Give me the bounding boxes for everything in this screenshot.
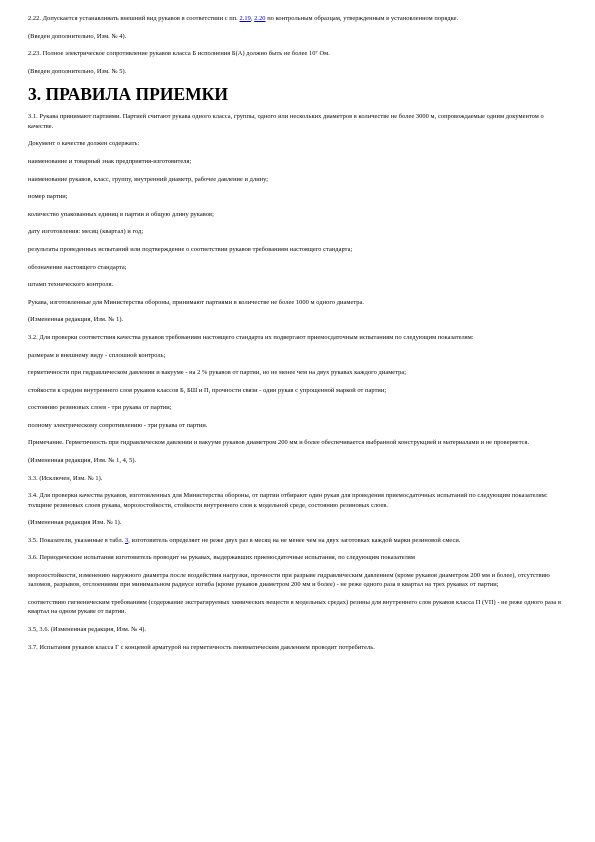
paragraph-2-23: 2.23. Полное электрическое сопротивление рукавов класса Б исполнения Б(А) должно быть не более 10⁷ Ом. [28,50,330,58]
doc-item: количество упакованных единиц в партии и общую длину рукавов; [28,210,214,218]
doc-item: дату изготовления: месяц (квартал) и год; [28,228,144,236]
paragraph-3-6: 3.6. Периодические испытания изготовитель проводит на рукавах, выдержавших приемосдаточные испытания, по следующим показателям [28,554,415,562]
remark-3-2: Примечание. Герметичность при гидравлическом давлении и вакууме рукавов диаметром 200 мм и более обеспечивается выбранной конструкцией и материалами и не проверяется. [28,439,530,447]
doc-requirements-intro: Документ о качестве должен содержать: [28,140,140,148]
periodic-test-item: морозостойкости, изменению наружного диаметра после воздействия нагрузки, прочности при разрыве гидравлическим давлением (кроме рукавов диаметром 200 мм и более), отсутствию заломов, разрывов, отслоениями при минимальном радиусе изгиба (кроме рукавов диаметром 200 мм и более) - не реже одного раза в квартал на трех рукавах от партии; [28,572,550,589]
paragraph-3-5: 3.5. Показатели, указанные в табл. 3, изготовитель определяет не реже двух раз в месяц на не менее чем на двух заготовках каждой марки резиновой смеси. [28,536,461,544]
amendment-note-3-5-3-6: 3.5, 3.6. (Измененная редакция, Изм. № 4). [28,626,147,634]
test-item: размерам и внешнему виду - сплошной контроль; [28,351,166,359]
document-page [28,14,568,660]
doc-item: номер партии; [28,193,68,201]
paragraph-3-2: 3.2. Для проверки соответствия качества рукавов требованиям настоящего стандарта их подвергают приемосдаточным испытаниям по следующим показателям: [28,333,474,341]
paragraph-2-22: 2.22. Допускается устанавливать внешний вид рукавов в соответствии с пп. 2.19, 2.20 по контрольным образцам, утвержденным в установленном порядке. [28,15,459,22]
link-clause-2-19[interactable]: 2.19 [239,15,251,22]
link-table-3[interactable]: 3 [124,536,129,544]
doc-item: результаты проведенных испытаний или подтверждение о соответствии рукавов требованиям настоящего стандарта; [28,245,353,253]
doc-item: обозначение настоящего стандарта; [28,263,127,271]
test-item: стойкости к среднм внутреннего слоя рукавов классов Б, БШ и П, прочности связи - один рукав с упрощенной маркой от партии; [28,386,387,394]
amendment-note-3-2: (Измененная редакция, Изм. № 1, 4, 5). [28,457,137,465]
test-item: полному электрическому сопротивлению - три рукава от партии. [28,421,208,429]
paragraph-3-3: 3.3. (Исключен, Изм. № 1). [28,474,103,482]
doc-item: наименование и товарный знак предприятия-изготовителя; [28,157,192,165]
section-heading: 3. ПРАВИЛА ПРИЕМКИ [28,84,228,105]
amendment-note-3-4: (Измененная редакция Изм. № 1). [28,519,122,527]
paragraph-3-7: 3.7. Испытания рукавов класса Г с концевой арматурой на герметичность пневматическим давлением проводит потребитель. [28,643,375,651]
test-item: состоянию резиновых слоев - три рукава от партии; [28,404,172,412]
link-clause-2-20[interactable]: 2.20 [254,15,266,22]
paragraph-3-1-defense: Рукава, изготовленные для Министерства обороны, принимают партиями в количестве не более 1000 м одного диаметра. [28,298,365,306]
doc-item: наименование рукавов, класс, группу, внутренний диаметр, рабочее давление и длину; [28,175,269,183]
amendment-note-2-23: (Введен дополнительно, Изм. № 5). [28,67,127,75]
periodic-test-item: соответствию гигиеническим требованиям (содержание экстрагируемых химических веществ в модельных средах) резины для внутреннего слоя рукавов класса П (VП) - не реже одного раза в квартал на одном рукаве от партии. [28,599,562,616]
doc-item: штамп технического контроля. [28,281,114,289]
amendment-note-3-1: (Измененная редакция, Изм. № 1). [28,316,124,324]
paragraph-3-4: 3.4. Для проверки качества рукавов, изготовленных для Министерства обороны, от партии отбирают один рукав для проведения приемосдаточных испытаний по следующим показателям: толщине резиновых слоев рукава, морозостойкости, стойкости внутреннего слоя к модельной среде, состоянию резиновых слоев. [28,492,548,509]
paragraph-3-1: 3.1. Рукава принимают партиями. Партией считают рукава одного класса, группы, одного или нескольких диаметров в количестве не более 3000 м, сопровождаемые одним документом о качестве. [28,113,544,130]
amendment-note-2-22: (Введен дополнительно, Изм. № 4). [28,32,127,40]
test-item: герметичности при гидравлическом давлении и вакууме - на 2 % рукавов от партии, но не менее чем на двух рукавах каждого диаметра; [28,369,407,377]
